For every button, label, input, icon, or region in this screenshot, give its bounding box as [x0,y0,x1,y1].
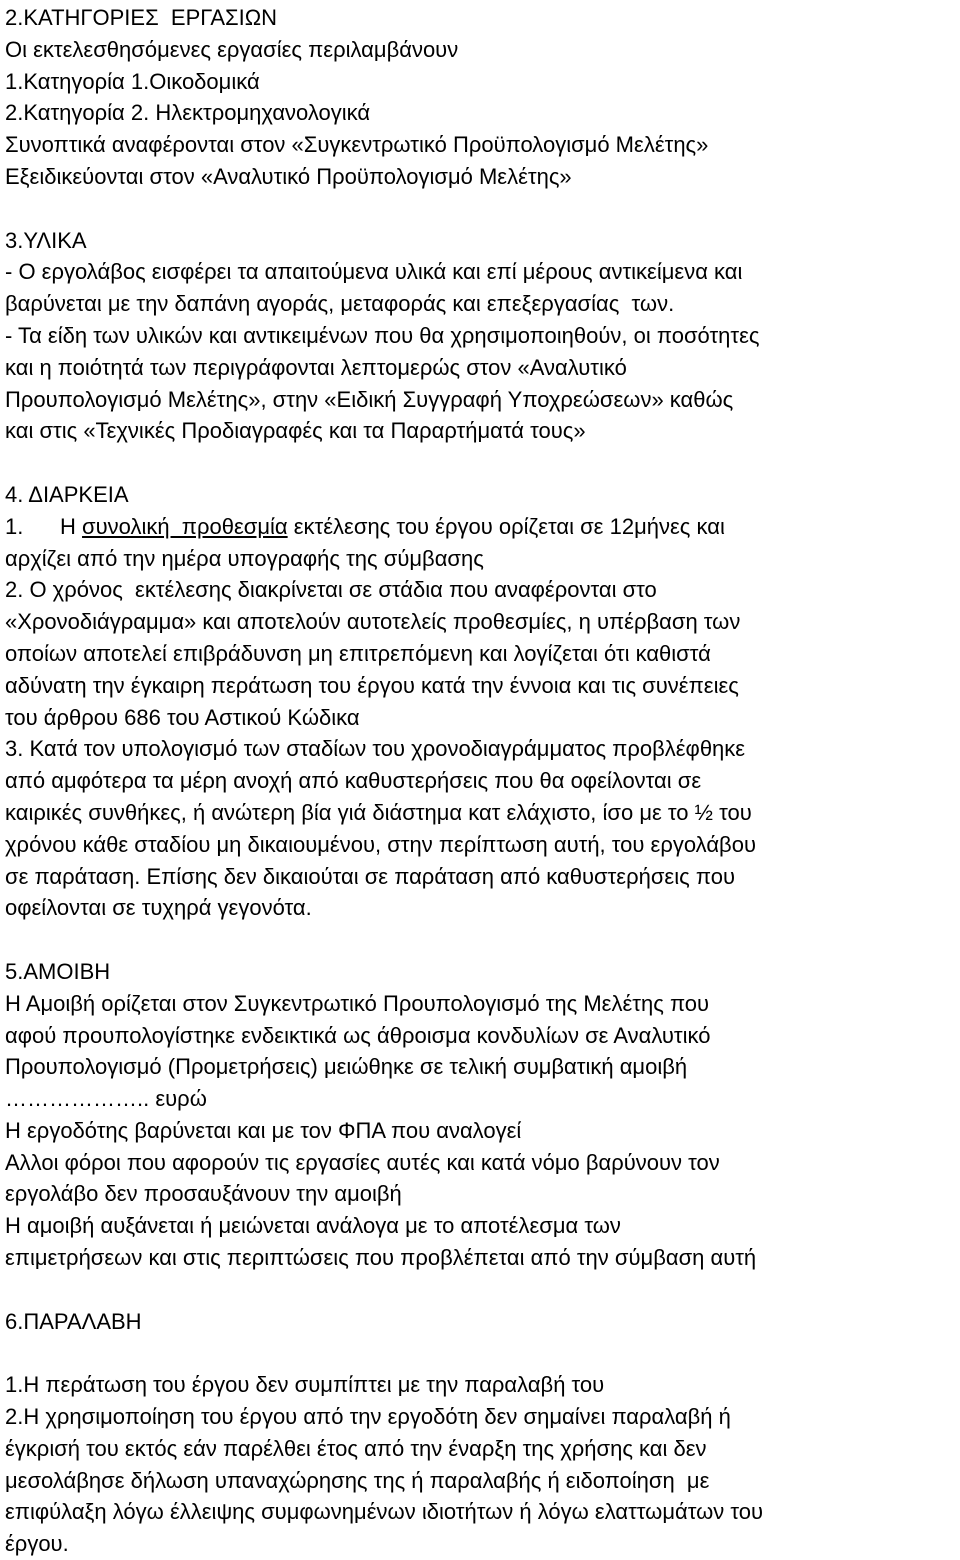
text-line: Προυπολογισμό Μελέτης», στην «Ειδική Συγγραφή Υποχρεώσεων» καθώς [5,386,734,412]
text-line: χρόνου κάθε σταδίου μη δικαιουμένου, στην περίπτωση αυτή, του εργολάβου [5,831,756,857]
text-line: Εξειδικεύονται στον «Αναλυτικό Προϋπολογισμό Μελέτης» [5,163,572,189]
blank-line [5,447,960,479]
text-line: «Χρονοδιάγραμμα» και αποτελούν αυτοτελείς προθεσμίες, η υπέρβαση των [5,609,741,635]
text-line: αφού προυπολογίστηκε ενδεικτικά ως άθροισμα κονδυλίων σε Αναλυτικό [5,1022,711,1048]
section-heading-materials: 3.ΥΛΙΚΑ [5,227,87,253]
section-heading-categories: 2.ΚΑΤΗΓΟΡΙΕΣ ΕΡΓΑΣΙΩΝ [5,5,278,30]
text-line: του άρθρου 686 του Αστικού Κώδικα [5,704,360,730]
text-line: μεσολάβησε δήλωση υπαναχώρησης της ή παραλαβής ή ειδοποίηση με [5,1467,710,1493]
text-line: επιμετρήσεων και στις περιπτώσεις που προβλέπεται από την σύμβαση αυτή [5,1245,757,1271]
text-line: βαρύνεται με την δαπάνη αγοράς, μεταφοράς και επεξεργασίας των. [5,291,675,317]
blank-line [5,924,960,956]
text-line: έγκρισή του εκτός εάν παρέλθει έτος από την έναρξη της χρήσης και δεν [5,1435,707,1461]
text-line: 2. Ο χρόνος εκτέλεσης διακρίνεται σε στάδια που αναφέρονται στο [5,577,657,603]
text-line: εργολάβο δεν προσαυξάνουν την αμοιβή [5,1181,402,1207]
text-line: - Τα είδη των υλικών και αντικειμένων που θα χρησιμοποιηθούν, οι ποσότητες [5,322,760,348]
section-materials [5,225,960,448]
text-line: Η αμοιβή αυξάνεται ή μειώνεται ανάλογα με το αποτέλεσμα των [5,1213,621,1239]
text-line: Η εργοδότης βαρύνεται και με τον ΦΠΑ που αναλογεί [5,1117,522,1143]
text-line: καιρικές συνθήκες, ή ανώτερη βία γιά διάστημα κατ ελάχιστο, ίσο με το ½ του [5,799,752,825]
text-line: 1.Κατηγορία 1.Οικοδομικά [5,68,260,94]
text-line: Προυπολογισμό (Προμετρήσεις) μειώθηκε σε τελική συμβατική αμοιβή [5,1054,688,1080]
section-heading-fee: 5.ΑΜΟΙΒΗ [5,958,111,984]
text-line: 1.Η περάτωση του έργου δεν συμπίπτει με την παραλαβή του [5,1372,605,1398]
text-line: Συνοπτικά αναφέρονται στον «Συγκεντρωτικό Προϋπολογισμό Μελέτης» [5,132,709,158]
text-line: Οι εκτελεσθησόμενες εργασίες περιλαμβάνουν [5,36,459,62]
blank-line [5,193,960,225]
text-line: επιφύλαξη λόγω έλλειψης συμφωνημένων ιδιοτήτων ή λόγω ελαττωμάτων του [5,1499,764,1525]
text-line: - Ο εργολάβος εισφέρει τα απαιτούμενα υλικά και επί μέρους αντικείμενα και [5,259,743,285]
text-line: 2.Η χρησιμοποίηση του έργου από την εργοδότη δεν σημαίνει παραλαβή ή [5,1404,731,1430]
text-line: οποίων αποτελεί επιβράδυνση μη επιτρεπόμενη και λογίζεται ότι καθιστά [5,640,711,666]
section-duration [5,479,960,924]
duration-item-1 [5,511,960,543]
text-line: Αλλοι φόροι που αφορούν τις εργασίες αυτές και κατά νόμο βαρύνουν τον [5,1149,720,1175]
text-line: 3. Κατά τον υπολογισμό των σταδίων του χρονοδιαγράμματος προβλέφθηκε [5,736,746,762]
blank-line [5,1274,960,1306]
section-fee [5,956,960,1274]
text-line: αδύνατη την έγκαιρη περάτωση του έργου κατά την έννοια και τις συνέπειες [5,672,739,698]
section-heading-acceptance: 6.ΠΑΡΑΛΑΒΗ [5,1308,142,1334]
text-line: αρχίζει από την ημέρα υπογραφής της σύμβασης [5,545,484,571]
text-line: από αμφότερα τα μέρη ανοχή από καθυστερήσεις που θα οφείλονται σε [5,768,702,794]
item-prefix: 1. Η [5,513,83,539]
section-acceptance [5,1306,960,1560]
section-heading-duration: 4. ΔΙΑΡΚΕΙΑ [5,481,129,507]
underlined-term: συνολική προθεσμία [82,513,288,539]
text-line: και η ποιότητά των περιγράφονται λεπτομερώς στον «Αναλυτικό [5,354,627,380]
section-categories [5,2,960,193]
text-line: οφείλονται σε τυχηρά γεγονότα. [5,895,312,921]
text-line: έργου. [5,1531,69,1557]
amount-line: ……………….. ευρώ [5,1086,207,1112]
text-line: και στις «Τεχνικές Προδιαγραφές και τα Παραρτήματά τους» [5,418,586,444]
item-suffix: εκτέλεσης του έργου ορίζεται σε 12μήνες και [287,513,725,539]
blank-line [5,1337,960,1369]
text-line: Η Αμοιβή ορίζεται στον Συγκεντρωτικό Προυπολογισμό της Μελέτης που [5,990,710,1016]
text-line: σε παράταση. Επίσης δεν δικαιούται σε παράταση από καθυστερήσεις που [5,863,735,889]
text-line: 2.Κατηγορία 2. Ηλεκτρομηχανολογικά [5,100,371,126]
